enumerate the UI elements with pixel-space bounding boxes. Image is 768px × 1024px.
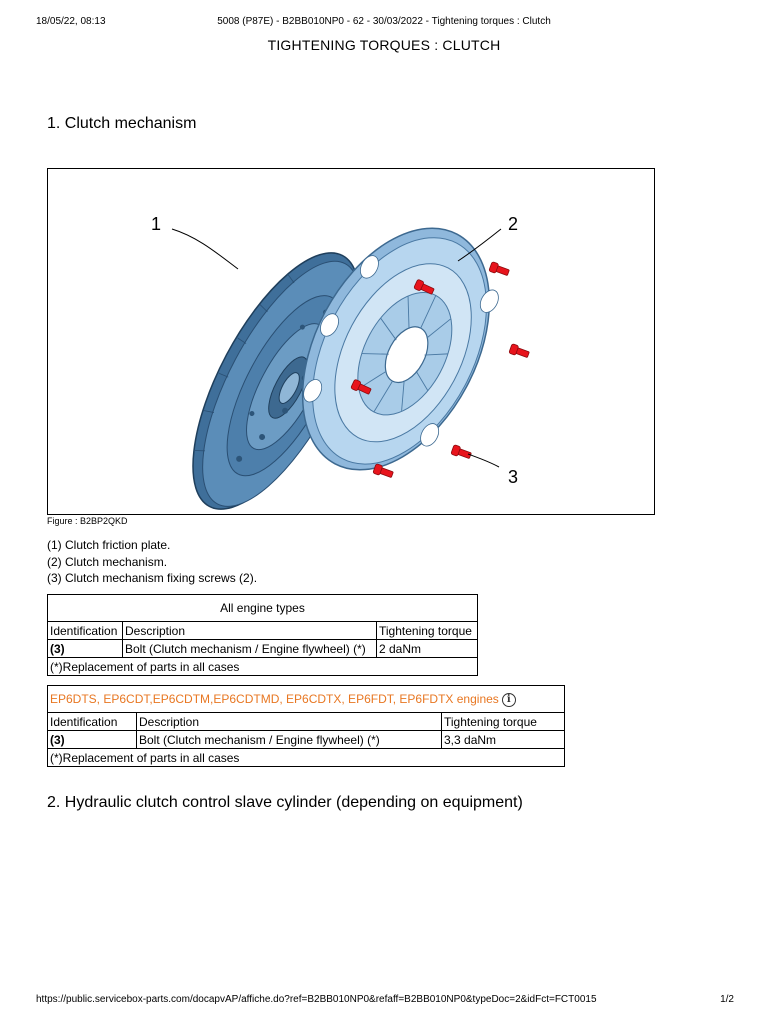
figure-legend [47,537,257,587]
cell-identification: (3) [48,731,137,749]
callout-2: 2 [508,214,519,234]
column-header-tightening-torque: Tightening torque [442,713,565,731]
section-heading-clutch-mechanism: 1. Clutch mechanism [47,115,197,132]
page-title: TIGHTENING TORQUES : CLUTCH [267,37,501,53]
legend-item: (1) Clutch friction plate. [47,538,171,552]
engine-list: EP6DTS, EP6CDT,EP6CDTM,EP6CDTMD, EP6CDTX, EP6FDT, EP6FDTX engines [50,691,499,706]
table-title: All engine types [48,595,478,622]
callout-1: 1 [151,214,162,234]
torque-table-ep6-engines [47,685,565,767]
footer-url: https://public.servicebox-parts.com/docapvAP/affiche.do?ref=B2BB010NP0&refaff=B2BB010NP0&typeDoc=2&idFct=FCT0015 [36,994,597,1005]
cell-identification: (3) [48,640,123,658]
legend-item: (2) Clutch mechanism. [47,554,168,569]
cell-torque: 2 daNm [377,640,478,658]
print-datetime: 18/05/22, 08:13 [36,16,106,27]
figure-caption: Figure : B2BP2QKD [47,516,128,526]
cell-description: Bolt (Clutch mechanism / Engine flywheel) (*) [137,731,442,749]
legend-item: (3) Clutch mechanism fixing screws (2). [47,571,258,585]
cell-description: Bolt (Clutch mechanism / Engine flywheel) (*) [123,640,377,658]
info-icon[interactable]: i [502,693,516,707]
section-heading-slave-cylinder: 2. Hydraulic clutch control slave cylinder (depending on equipment) [47,794,523,811]
torque-table-all-engines [47,594,478,676]
document-reference: 5008 (P87E) - B2BB010NP0 - 62 - 30/03/2022 - Tightening torques : Clutch [217,16,551,27]
column-header-identification: Identification [48,713,137,731]
callout-3: 3 [508,467,519,487]
table-title [48,686,565,713]
page-number: 1/2 [720,994,734,1005]
table-note: (*)Replacement of parts in all cases [48,658,478,676]
clutch-figure [47,168,655,515]
column-header-tightening-torque: Tightening torque [377,622,478,640]
column-header-identification: Identification [48,622,123,640]
column-header-description: Description [137,713,442,731]
table-note: (*)Replacement of parts in all cases [48,749,565,767]
cell-torque: 3,3 daNm [442,731,565,749]
column-header-description: Description [123,622,377,640]
